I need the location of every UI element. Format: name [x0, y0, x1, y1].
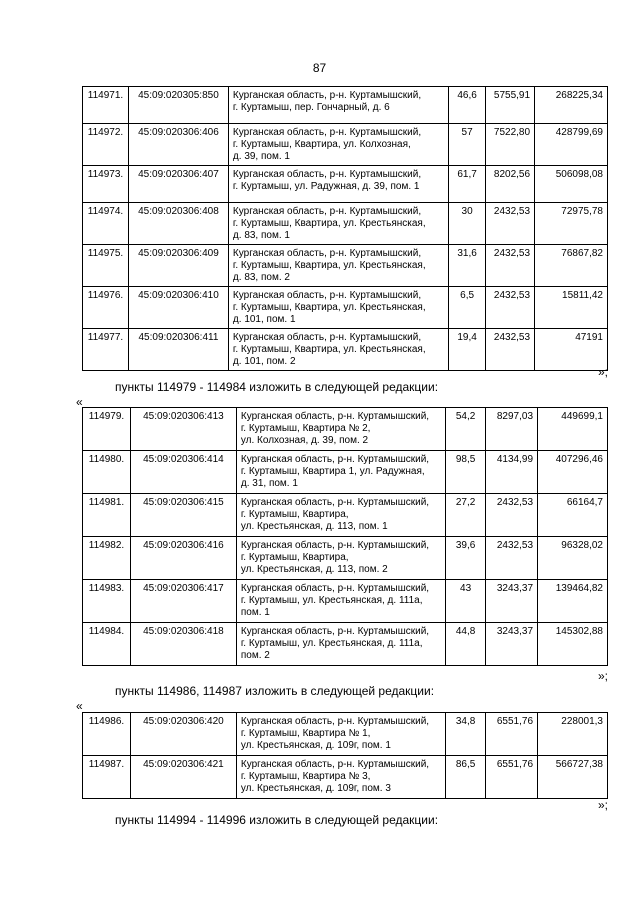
- total-value-cell: [538, 580, 608, 623]
- address-line: д. 101, пом. 1: [232, 314, 296, 325]
- closing-quote-1: »;: [598, 365, 609, 379]
- area-value-cell: [446, 713, 486, 756]
- address-line: ул. Крестьянская, д. 113, пом. 1: [240, 521, 388, 532]
- address-line: г. Куртамыш, ул. Радужная, д. 39, пом. 1: [232, 181, 420, 192]
- row-number-cell: [83, 494, 131, 537]
- total-value: 407296,46: [555, 454, 603, 465]
- area-value-cell: [446, 623, 486, 666]
- page-number: 87: [312, 61, 327, 75]
- total-value-cell: [535, 166, 608, 203]
- row-number-cell: [83, 203, 129, 245]
- area-value-cell: [449, 329, 486, 371]
- address-line: Курганская область, р-н. Куртамышский,: [240, 454, 430, 465]
- address-line: г. Куртамыш, Квартира, ул. Крестьянская,: [232, 302, 426, 313]
- address-line: Курганская область, р-н. Куртамышский,: [232, 290, 422, 301]
- area-value: 98,5: [455, 454, 476, 465]
- total-value-cell: [535, 87, 608, 124]
- total-value-cell: [535, 245, 608, 287]
- address-line: г. Куртамыш, Квартира,: [240, 509, 349, 520]
- area-value: 6,5: [460, 290, 475, 301]
- unit-price: 8202,56: [493, 169, 531, 180]
- area-value: 30: [461, 206, 473, 217]
- address-line: Курганская область, р-н. Куртамышский,: [240, 716, 430, 727]
- cadastral-number-cell: [130, 580, 236, 623]
- total-value: 506098,08: [555, 169, 603, 180]
- address-line: Курганская область, р-н. Куртамышский,: [232, 248, 422, 259]
- unit-price-cell: [486, 166, 535, 203]
- row-number-cell: [83, 537, 131, 580]
- total-value-cell: [535, 203, 608, 245]
- unit-price-cell: [486, 329, 535, 371]
- area-value-cell: [446, 408, 486, 451]
- address-cell: [236, 537, 445, 580]
- unit-price: 6551,76: [496, 716, 534, 727]
- area-value: 31,6: [457, 248, 477, 259]
- table-row: [83, 537, 608, 580]
- unit-price-cell: [486, 245, 535, 287]
- instruction-1: пункты 114979 - 114984 изложить в следующей редакции:: [115, 380, 439, 394]
- closing-quote-3: »;: [598, 798, 609, 812]
- row-number-cell: [83, 580, 131, 623]
- address-line: г. Куртамыш, Квартира,: [240, 552, 349, 563]
- table-row: [83, 408, 608, 451]
- cadastral-number: 45:09:020306:416: [143, 540, 224, 551]
- address-line: г. Куртамыш, Квартира № 1,: [240, 728, 371, 739]
- cadastral-number: 45:09:020305:850: [138, 90, 219, 101]
- address-cell: [228, 329, 448, 371]
- cadastral-number: 45:09:020306:409: [138, 248, 219, 259]
- total-value-cell: [535, 329, 608, 371]
- table-row: [83, 287, 608, 329]
- row-number: 114975.: [87, 248, 124, 259]
- cadastral-number-cell: [128, 166, 228, 203]
- unit-price-cell: [486, 203, 535, 245]
- area-value: 57: [461, 127, 473, 138]
- opening-quote-2: «: [76, 699, 83, 713]
- row-number: 114986.: [88, 716, 125, 727]
- row-number: 114976.: [87, 290, 124, 301]
- cadastral-number: 45:09:020306:418: [143, 626, 224, 637]
- address-line: пом. 1: [240, 607, 270, 618]
- row-number: 114974.: [87, 206, 124, 217]
- address-cell: [228, 203, 448, 245]
- unit-price: 2432,53: [496, 497, 534, 508]
- table-row: [83, 124, 608, 166]
- property-table-3: [82, 712, 608, 799]
- total-value: 145302,88: [555, 626, 603, 637]
- unit-price-cell: [486, 287, 535, 329]
- area-value-cell: [449, 166, 486, 203]
- total-value: 428799,69: [555, 127, 603, 138]
- area-value-cell: [446, 494, 486, 537]
- total-value: 15811,42: [562, 290, 603, 301]
- table-row: [83, 756, 608, 799]
- unit-price: 3243,37: [496, 583, 534, 594]
- cadastral-number: 45:09:020306:407: [138, 169, 219, 180]
- area-value-cell: [446, 537, 486, 580]
- address-line: Курганская область, р-н. Куртамышский,: [232, 90, 422, 101]
- total-value-cell: [538, 451, 608, 494]
- row-number: 114973.: [87, 169, 124, 180]
- cadastral-number: 45:09:020306:410: [138, 290, 219, 301]
- address-line: д. 31, пом. 1: [240, 478, 298, 489]
- area-value: 39,6: [455, 540, 476, 551]
- unit-price-cell: [486, 87, 535, 124]
- address-cell: [228, 87, 448, 124]
- address-cell: [228, 124, 448, 166]
- row-number-cell: [83, 87, 129, 124]
- unit-price: 8297,03: [496, 411, 534, 422]
- area-value-cell: [449, 287, 486, 329]
- row-number-cell: [83, 329, 129, 371]
- address-cell: [236, 451, 445, 494]
- row-number: 114982.: [88, 540, 125, 551]
- cadastral-number: 45:09:020306:406: [138, 127, 219, 138]
- total-value: 268225,34: [555, 90, 603, 101]
- row-number: 114987.: [88, 759, 125, 770]
- row-number: 114980.: [88, 454, 125, 465]
- address-line: г. Куртамыш, Квартира, ул. Крестьянская,: [232, 344, 426, 355]
- unit-price-cell: [486, 451, 538, 494]
- address-cell: [228, 166, 448, 203]
- unit-price-cell: [486, 537, 538, 580]
- row-number: 114979.: [88, 411, 125, 422]
- address-cell: [236, 756, 445, 799]
- total-value: 47191: [575, 332, 603, 343]
- total-value: 228001,3: [561, 716, 603, 727]
- property-table-2: [82, 407, 608, 666]
- area-value: 34,8: [455, 716, 476, 727]
- total-value: 449699,1: [561, 411, 603, 422]
- row-number-cell: [83, 287, 129, 329]
- address-line: д. 83, пом. 2: [232, 272, 290, 283]
- row-number-cell: [83, 408, 131, 451]
- unit-price-cell: [486, 623, 538, 666]
- area-value-cell: [446, 580, 486, 623]
- row-number: 114971.: [87, 90, 124, 101]
- row-number-cell: [83, 451, 131, 494]
- address-line: ул. Крестьянская, д. 109г, пом. 1: [240, 740, 391, 751]
- unit-price: 2432,53: [493, 332, 531, 343]
- unit-price: 3243,37: [496, 626, 534, 637]
- total-value: 566727,38: [555, 759, 603, 770]
- address-line: ул. Колхозная, д. 39, пом. 2: [240, 435, 369, 446]
- cadastral-number-cell: [130, 623, 236, 666]
- table-row: [83, 166, 608, 203]
- address-line: ул. Крестьянская, д. 109г, пом. 3: [240, 783, 391, 794]
- row-number: 114983.: [88, 583, 125, 594]
- address-cell: [228, 245, 448, 287]
- unit-price: 6551,76: [496, 759, 534, 770]
- area-value: 61,7: [457, 169, 477, 180]
- row-number: 114972.: [87, 127, 124, 138]
- area-value: 86,5: [455, 759, 476, 770]
- total-value: 66164,7: [566, 497, 603, 508]
- address-line: пом. 2: [240, 650, 270, 661]
- cadastral-number-cell: [128, 87, 228, 124]
- address-line: д. 83, пом. 1: [232, 230, 290, 241]
- total-value-cell: [535, 124, 608, 166]
- cadastral-number: 45:09:020306:413: [143, 411, 224, 422]
- cadastral-number: 45:09:020306:417: [143, 583, 224, 594]
- area-value: 43: [460, 583, 472, 594]
- table-row: [83, 623, 608, 666]
- total-value-cell: [535, 287, 608, 329]
- cadastral-number-cell: [130, 451, 236, 494]
- address-line: Курганская область, р-н. Куртамышский,: [240, 497, 430, 508]
- address-line: Курганская область, р-н. Куртамышский,: [240, 759, 430, 770]
- cadastral-number: 45:09:020306:415: [143, 497, 224, 508]
- address-cell: [236, 408, 445, 451]
- address-cell: [236, 494, 445, 537]
- cadastral-number-cell: [130, 713, 236, 756]
- row-number: 114984.: [88, 626, 125, 637]
- table-row: [83, 87, 608, 124]
- address-line: Курганская область, р-н. Куртамышский,: [240, 583, 430, 594]
- area-value: 19,4: [457, 332, 477, 343]
- address-line: г. Куртамыш, Квартира № 2,: [240, 423, 371, 434]
- cadastral-number-cell: [128, 329, 228, 371]
- row-number-cell: [83, 124, 129, 166]
- total-value-cell: [538, 537, 608, 580]
- unit-price: 2432,53: [493, 206, 531, 217]
- area-value: 44,8: [455, 626, 476, 637]
- total-value: 76867,82: [561, 248, 603, 259]
- address-line: г. Куртамыш, Квартира № 3,: [240, 771, 371, 782]
- unit-price: 2432,53: [496, 540, 534, 551]
- cadastral-number-cell: [128, 124, 228, 166]
- unit-price: 7522,80: [493, 127, 531, 138]
- unit-price-cell: [486, 713, 538, 756]
- instruction-3: пункты 114994 - 114996 изложить в следующей редакции:: [115, 813, 439, 827]
- row-number-cell: [83, 756, 131, 799]
- table-row: [83, 580, 608, 623]
- address-cell: [236, 623, 445, 666]
- address-line: г. Куртамыш, Квартира, ул. Колхозная,: [232, 139, 411, 150]
- address-line: г. Куртамыш, ул. Крестьянская, д. 111а,: [240, 638, 423, 649]
- table-row: [83, 713, 608, 756]
- address-line: Курганская область, р-н. Куртамышский,: [232, 169, 422, 180]
- total-value: 96328,02: [561, 540, 603, 551]
- address-cell: [228, 287, 448, 329]
- area-value-cell: [449, 87, 486, 124]
- unit-price: 4134,99: [496, 454, 534, 465]
- unit-price-cell: [486, 580, 538, 623]
- total-value-cell: [538, 494, 608, 537]
- cadastral-number: 45:09:020306:414: [143, 454, 224, 465]
- unit-price: 5755,91: [493, 90, 531, 101]
- unit-price: 2432,53: [493, 290, 531, 301]
- unit-price-cell: [486, 494, 538, 537]
- table-row: [83, 203, 608, 245]
- row-number-cell: [83, 166, 129, 203]
- cadastral-number: 45:09:020306:408: [138, 206, 219, 217]
- address-cell: [236, 580, 445, 623]
- total-value-cell: [538, 713, 608, 756]
- row-number: 114981.: [88, 497, 125, 508]
- unit-price-cell: [486, 756, 538, 799]
- cadastral-number-cell: [130, 408, 236, 451]
- table-row: [83, 329, 608, 371]
- cadastral-number-cell: [130, 494, 236, 537]
- unit-price: 2432,53: [493, 248, 531, 259]
- address-line: г. Куртамыш, ул. Крестьянская, д. 111а,: [240, 595, 423, 606]
- address-line: Курганская область, р-н. Куртамышский,: [232, 127, 422, 138]
- area-value-cell: [449, 245, 486, 287]
- address-line: Курганская область, р-н. Куртамышский,: [240, 540, 430, 551]
- address-line: д. 39, пом. 1: [232, 151, 290, 162]
- row-number-cell: [83, 245, 129, 287]
- address-cell: [236, 713, 445, 756]
- total-value: 72975,78: [561, 206, 603, 217]
- table-row: [83, 451, 608, 494]
- total-value: 139464,82: [555, 583, 603, 594]
- closing-quote-2: »;: [598, 669, 609, 683]
- address-line: г. Куртамыш, Квартира, ул. Крестьянская,: [232, 260, 426, 271]
- address-line: д. 101, пом. 2: [232, 356, 296, 367]
- table-row: [83, 494, 608, 537]
- total-value-cell: [538, 623, 608, 666]
- instruction-2: пункты 114986, 114987 изложить в следующей редакции:: [115, 684, 435, 698]
- row-number-cell: [83, 713, 131, 756]
- area-value: 46,6: [457, 90, 477, 101]
- cadastral-number-cell: [130, 756, 236, 799]
- address-line: ул. Крестьянская, д. 113, пом. 2: [240, 564, 388, 575]
- area-value-cell: [446, 756, 486, 799]
- opening-quote-1: «: [76, 395, 83, 409]
- cadastral-number: 45:09:020306:411: [138, 332, 219, 343]
- area-value-cell: [449, 203, 486, 245]
- row-number: 114977.: [87, 332, 124, 343]
- total-value-cell: [538, 408, 608, 451]
- cadastral-number-cell: [130, 537, 236, 580]
- address-line: Курганская область, р-н. Куртамышский,: [232, 206, 422, 217]
- area-value: 54,2: [455, 411, 476, 422]
- cadastral-number: 45:09:020306:420: [143, 716, 224, 727]
- cadastral-number-cell: [128, 203, 228, 245]
- address-line: г. Куртамыш, Квартира, ул. Крестьянская,: [232, 218, 426, 229]
- total-value-cell: [538, 756, 608, 799]
- area-value: 27,2: [455, 497, 476, 508]
- property-table-1: [82, 86, 608, 371]
- address-line: Курганская область, р-н. Куртамышский,: [240, 626, 430, 637]
- area-value-cell: [449, 124, 486, 166]
- cadastral-number-cell: [128, 287, 228, 329]
- cadastral-number-cell: [128, 245, 228, 287]
- cadastral-number: 45:09:020306:421: [143, 759, 224, 770]
- table-row: [83, 245, 608, 287]
- address-line: г. Куртамыш, пер. Гончарный, д. 6: [232, 102, 390, 113]
- address-line: Курганская область, р-н. Куртамышский,: [232, 332, 422, 343]
- unit-price-cell: [486, 408, 538, 451]
- address-line: г. Куртамыш, Квартира 1, ул. Радужная,: [240, 466, 425, 477]
- unit-price-cell: [486, 124, 535, 166]
- row-number-cell: [83, 623, 131, 666]
- address-line: Курганская область, р-н. Куртамышский,: [240, 411, 430, 422]
- area-value-cell: [446, 451, 486, 494]
